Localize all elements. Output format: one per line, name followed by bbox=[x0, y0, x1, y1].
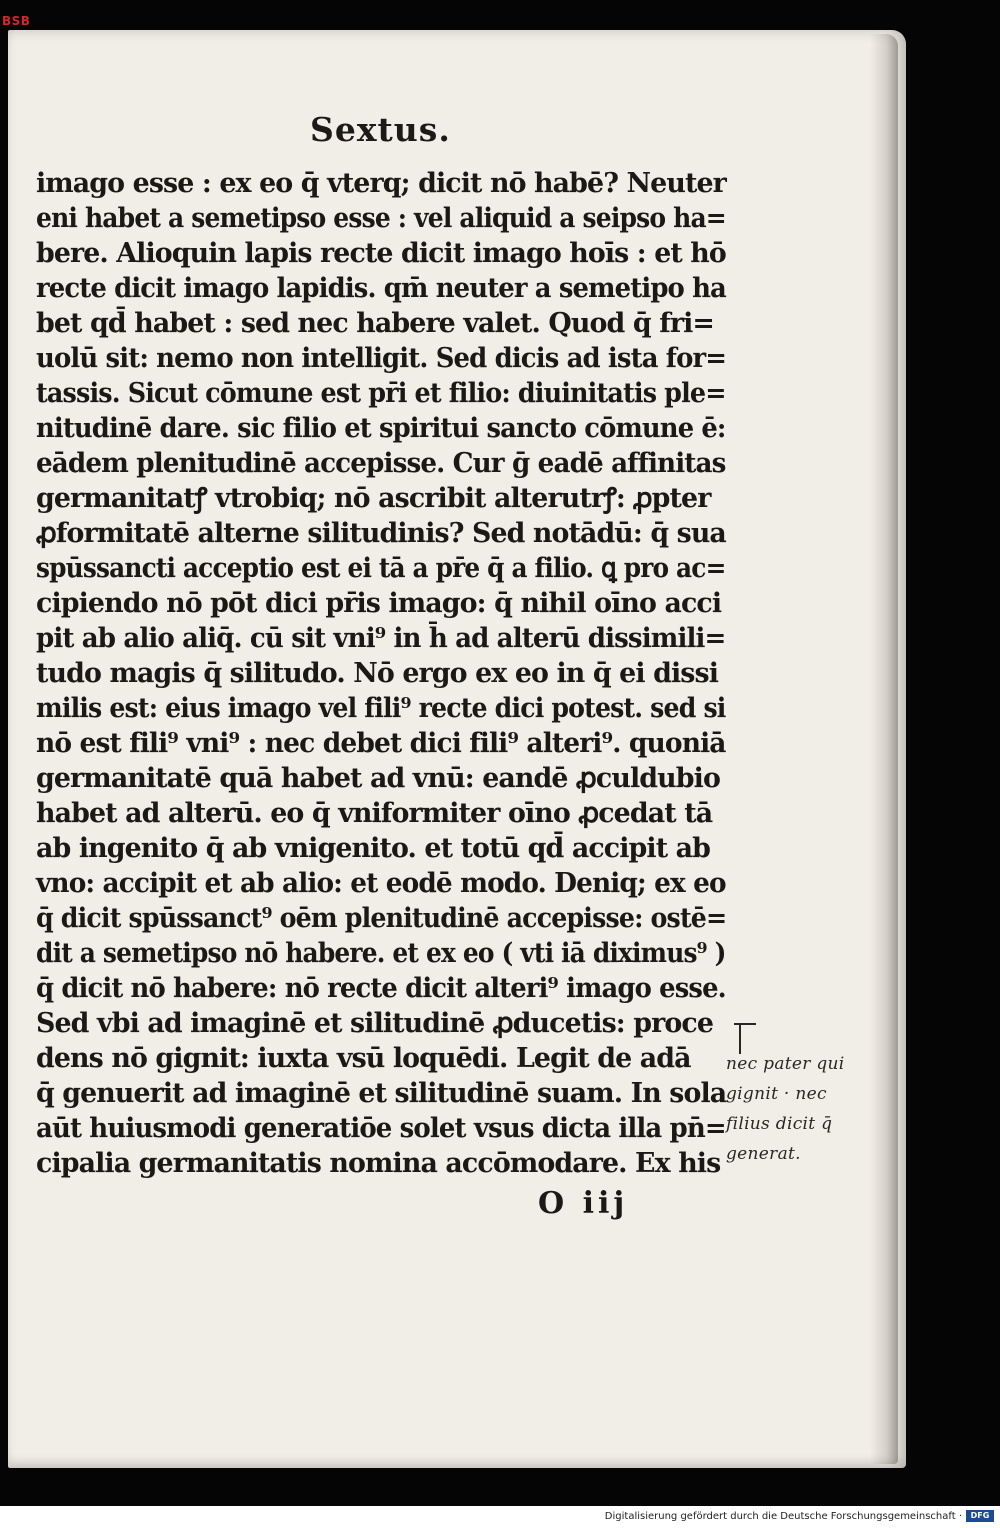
text-line: ab ingenito q̄ ab vnigenito. et totū qd̄ accipit ab bbox=[36, 833, 711, 864]
text-line: bet qd̄ habet : sed nec habere valet. Quod q̄ fri= bbox=[36, 308, 715, 339]
text-line: tudo magis q̄ silitudo. Nō ergo ex eo in q̄ ei dissi bbox=[36, 658, 719, 689]
text-line: nō est fili⁹ vni⁹ : nec debet dici fili⁹ alteri⁹. quoniā bbox=[36, 728, 726, 759]
page-text-block bbox=[36, 166, 730, 1181]
text-line: germanitatꝭ vtrobiq; nō ascribit alterutrꝭ: ꝓpter bbox=[36, 483, 711, 514]
footer-credit: Digitalisierung gefördert durch die Deutsche Forschungsgemeinschaft · bbox=[604, 1511, 962, 1522]
text-line: bere. Alioquin lapis recte dicit imago hoīs : et hō bbox=[36, 238, 726, 269]
text-line: pit ab alio aliq̄. cū sit vni⁹ in h̄ ad alterū dissimili= bbox=[36, 623, 726, 654]
text-line: aūt huiusmodi generatiōe solet vsus dicta illa pn̄= bbox=[36, 1113, 726, 1144]
text-line: uolū sit: nemo non intelligit. Sed dicis ad ista for= bbox=[36, 343, 727, 374]
marginal-note bbox=[726, 1020, 896, 1170]
text-line: dens nō gignit: iuxta vsū loquēdi. Legit de adā bbox=[36, 1043, 691, 1074]
text-line: spūssancti acceptio est ei tā a pr̄e q̄ a filio. ꝗ pro ac= bbox=[36, 553, 726, 584]
text-line: eni habet a semetipso esse : vel aliquid a seipso ha= bbox=[36, 203, 726, 234]
text-line: habet ad alterū. eo q̄ vniformiter oīno ꝓcedat tā bbox=[36, 798, 713, 829]
text-line: imago esse : ex eo q̄ vterq; dicit nō habē? Neuter bbox=[36, 168, 726, 199]
text-line: q̄ dicit spūssanct⁹ oēm plenitudinē accepisse: ostē= bbox=[36, 903, 727, 934]
marginal-note-line: gignit · nec bbox=[726, 1084, 827, 1104]
marginal-note-line: filius dicit q̄ bbox=[726, 1114, 833, 1134]
marginal-note-line: generat. bbox=[726, 1144, 801, 1164]
text-line: tassis. Sicut cōmune est pr̄i et filio: diuinitatis ple= bbox=[36, 378, 726, 409]
text-line: Sed vbi ad imaginē et silitudinē ꝓducetis: proce bbox=[36, 1008, 714, 1039]
text-line: germanitatē quā habet ad vnū: eandē ꝓculdubio bbox=[36, 763, 720, 794]
text-line: vno: accipit et ab alio: et eodē modo. Deniq; ex eo bbox=[36, 868, 726, 899]
marginal-note-line: nec pater qui bbox=[726, 1054, 845, 1074]
text-line: ꝓformitatē alterne silitudinis? Sed notādū: q̄ sua bbox=[36, 518, 726, 549]
bsb-logo: BSB bbox=[2, 14, 31, 28]
text-line: dit a semetipso nō habere. et ex eo ( vti iā diximus⁹ ) bbox=[36, 938, 726, 969]
text-line: q̄ genuerit ad imaginē et silitudinē suam. In sola bbox=[36, 1078, 727, 1109]
text-line: q̄ dicit nō habere: nō recte dicit alteri⁹ imago esse. bbox=[36, 973, 726, 1004]
text-line: recte dicit imago lapidis. qm̄ neuter a semetipo ha bbox=[36, 273, 726, 304]
text-line: eādem plenitudinē accepisse. Cur ḡ eadē affinitas bbox=[36, 448, 726, 479]
text-line: milis est: eius imago vel fili⁹ recte dici potest. sed si bbox=[36, 693, 726, 724]
text-line: cipalia germanitatis nomina accōmodare. Ex his bbox=[36, 1148, 721, 1179]
margin-bracket-icon bbox=[730, 1020, 760, 1056]
signature-mark: O iij bbox=[538, 1186, 629, 1221]
text-line: nitudinē dare. sic filio et spiritui sancto cōmune ē: bbox=[36, 413, 726, 444]
running-head: Sextus. bbox=[310, 110, 451, 149]
text-line: cipiendo nō pōt dici pr̄is imago: q̄ nihil oīno acci bbox=[36, 588, 722, 619]
dfg-logo: DFG bbox=[966, 1510, 994, 1522]
page-edge-shadow bbox=[870, 34, 898, 1464]
